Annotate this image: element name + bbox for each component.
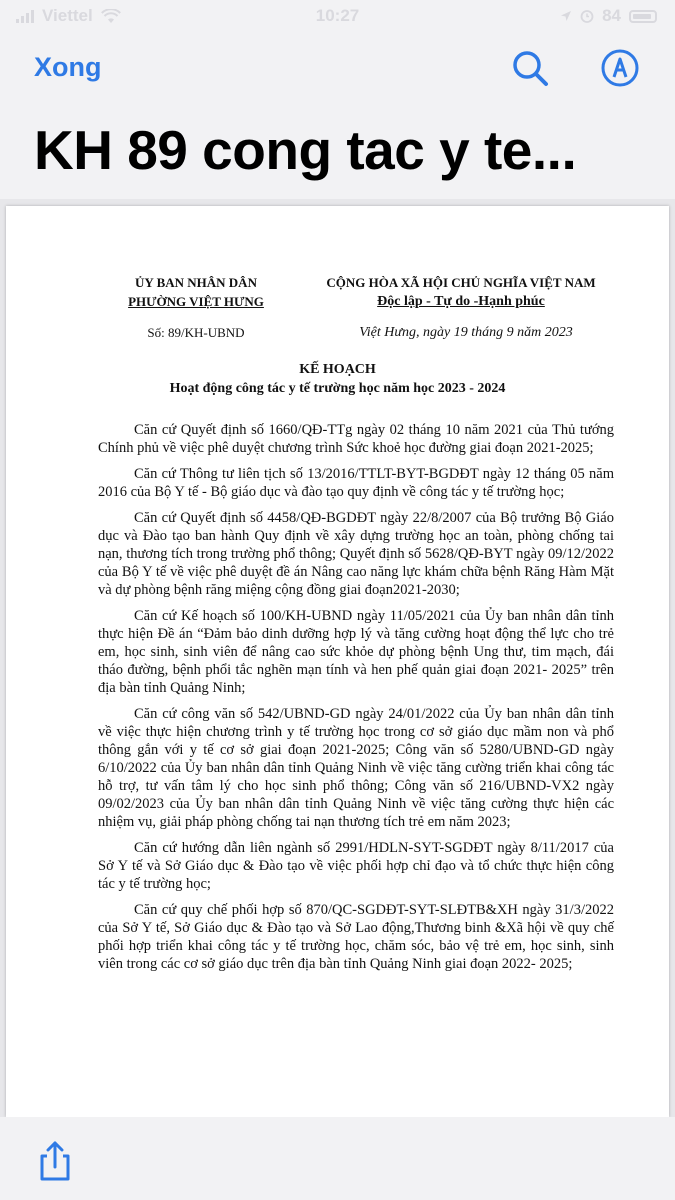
national-motto: Độc lập - Tự do -Hạnh phúc bbox=[377, 294, 545, 309]
paragraph: Căn cứ hướng dẫn liên ngành số 2991/HDLN-SYT-SGDĐT ngày 8/11/2017 của Sở Y tế và Sở Giáo dục & Đào tạo về việc phối hợp chỉ đạo và tổ chức thực hiện công tác y tế trường học; bbox=[98, 840, 614, 892]
markup-icon[interactable] bbox=[598, 46, 642, 90]
plan-title: KẾ HOẠCH bbox=[299, 362, 376, 377]
paragraph: Căn cứ Thông tư liên tịch số 13/2016/TTLT-BYT-BGDĐT ngày 12 tháng 05 năm 2016 của Bộ Y tế - Bộ giáo dục và đào tạo quy định về công tác y tế trường học; bbox=[98, 466, 614, 500]
issuer-line-2: PHƯỜNG VIỆT HƯNG bbox=[128, 294, 264, 309]
plan-subtitle: Hoạt động công tác y tế trường học năm học 2023 - 2024 bbox=[169, 381, 506, 396]
document-title: KH 89 cong tac y te... bbox=[34, 119, 577, 181]
navigation-bar bbox=[0, 36, 675, 106]
battery-icon bbox=[629, 10, 657, 23]
paragraph: Căn cứ Quyết định số 4458/QĐ-BGDĐT ngày 22/8/2007 của Bộ trưởng Bộ Giáo dục và Đào tạo ban hành Quy định về xây dựng trường học an toàn, phòng chống tai nạn, thương tích trong trường phổ thông; Quyết định số 5628/QĐ-BYT ngày 09/12/2022 của Bộ Y tế về việc phê duyệt đề án Nâng cao năng lực khám chữa bệnh Răng Hàm Mặt và dự phòng bệnh răng miệng cộng đồng giai đoạn2021-2030; bbox=[98, 510, 614, 598]
share-icon[interactable] bbox=[33, 1139, 77, 1183]
paragraph: Căn cứ quy chế phối hợp số 870/QC-SGDĐT-SYT-SLĐTB&XH ngày 31/3/2022 của Sở Y tế, Sở Giáo dục & Đào tạo và Sở Lao động,Thương binh &Xã hội về quy chế phối hợp triển khai công tác y tế trường học, chăm sóc, bảo vệ trẻ em, học sinh, sinh viên trong các cơ sở giáo dục trên địa bàn tỉnh Quảng Ninh giai đoạn 2022- 2025; bbox=[98, 902, 614, 972]
document-page bbox=[6, 206, 669, 1117]
location-icon bbox=[560, 10, 572, 22]
carrier-name: Viettel bbox=[42, 6, 93, 25]
document-number: Số: 89/KH-UBND bbox=[147, 325, 245, 340]
search-icon[interactable] bbox=[508, 46, 552, 90]
document-body bbox=[98, 421, 614, 981]
document-viewer[interactable] bbox=[0, 199, 675, 1117]
national-line-1: CỘNG HÒA XÃ HỘI CHỦ NGHĨA VIỆT NAM bbox=[326, 275, 596, 290]
issuer-line-1: ỦY BAN NHÂN DÂN bbox=[135, 275, 257, 290]
done-button[interactable]: Xong bbox=[34, 52, 102, 82]
bottom-toolbar bbox=[0, 1117, 675, 1200]
document-date: Việt Hưng, ngày 19 tháng 9 năm 2023 bbox=[359, 325, 573, 340]
paragraph: Căn cứ Kế hoạch số 100/KH-UBND ngày 11/05/2021 của Ủy ban nhân dân tỉnh thực hiện Đề án “Đảm bảo dinh dưỡng hợp lý và tăng cường hoạt động thể lực cho trẻ em, học sinh, sinh viên để nâng cao sức khỏe dự phòng bệnh Ung thư, tim mạch, đái tháo đường, bệnh phổi tắc nghẽn mạn tính và hen phế quản giai đoạn 2021- 2025” trên địa bàn tỉnh Quảng Ninh; bbox=[98, 608, 614, 696]
paragraph: Căn cứ Quyết định số 1660/QĐ-TTg ngày 02 tháng 10 năm 2021 của Thủ tướng Chính phủ về việc phê duyệt chương trình Sức khoẻ học đường giai đoạn 2021-2025; bbox=[98, 422, 614, 456]
status-bar bbox=[0, 0, 675, 36]
status-time: 10:27 bbox=[315, 6, 360, 25]
national-header bbox=[311, 273, 611, 311]
status-right-group bbox=[560, 6, 657, 26]
paragraph: Căn cứ công văn số 542/UBND-GD ngày 24/01/2022 của Ủy ban nhân dân tỉnh về việc thực hiện chương trình y tế trường học trong cơ sở giáo dục mầm non và phổ thông gắn với y tế cơ sở giai đoạn 2021-2025; Công văn số 5280/UBND-GD ngày 6/10/2022 của Ủy ban nhân dân tỉnh Quảng Ninh về việc tăng cường triển khai công tác hỗ trợ, tư vấn tâm lý cho học sinh phổ thông; Công văn số 216/UBND-VX2 ngày 09/02/2023 của Ủy ban nhân dân tỉnh Quảng Ninh về việc tăng cường thực hiện các nhiệm vụ, giải pháp phòng chống tai nạn thương tích trẻ em năm 2023; bbox=[98, 706, 614, 830]
issuer-header bbox=[101, 273, 291, 311]
battery-percent: 84 bbox=[602, 6, 621, 25]
alarm-icon bbox=[580, 9, 594, 23]
